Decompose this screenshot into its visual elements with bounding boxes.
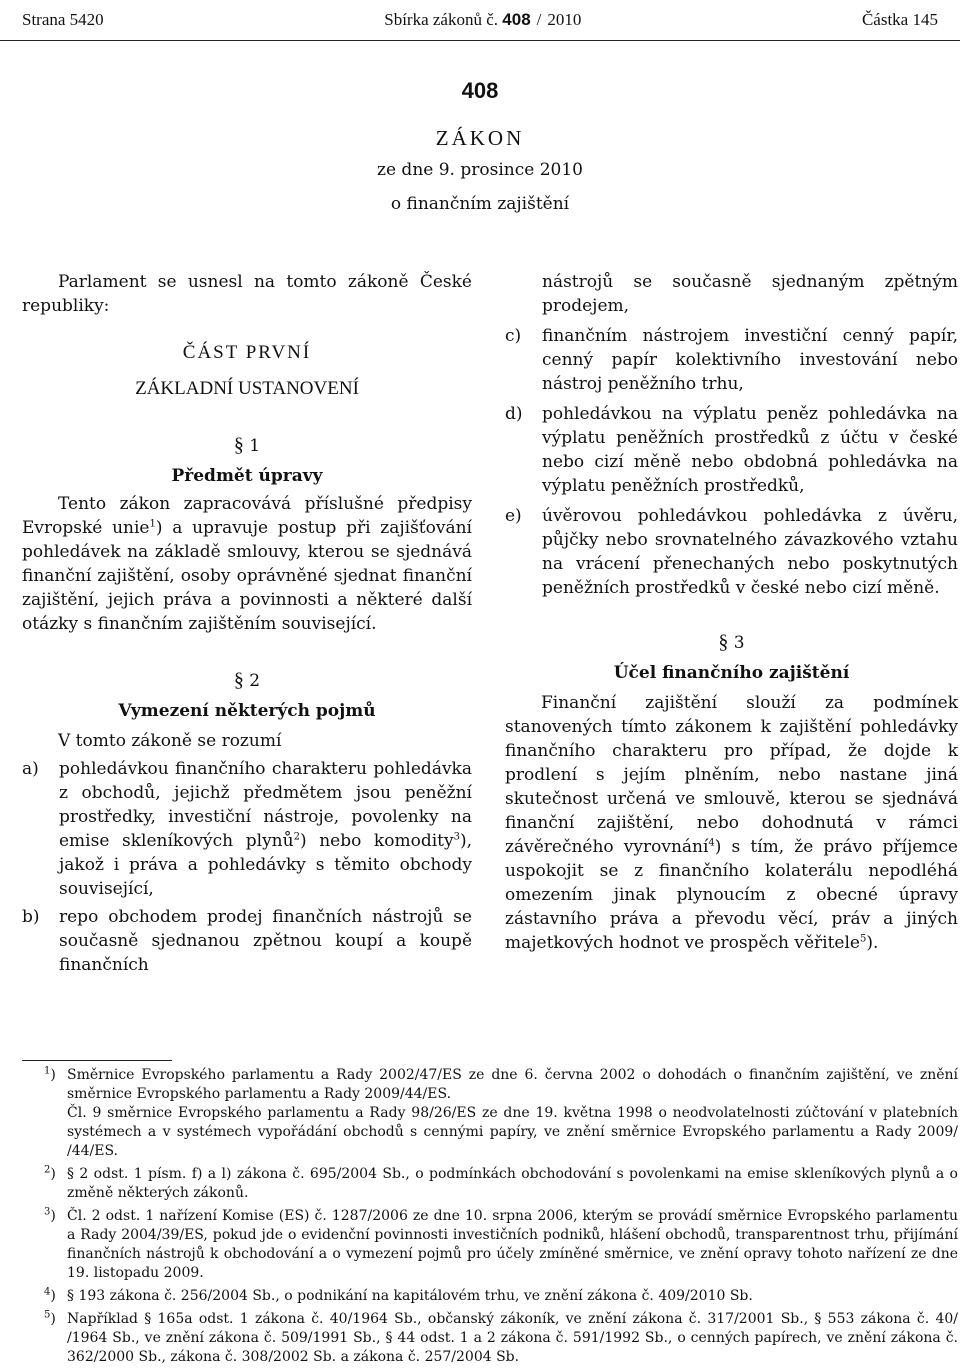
- footnote-ref-4: 4: [708, 837, 715, 849]
- collection-reference: Sbírka zákonů č. 408 / 2010: [384, 10, 582, 29]
- definition-d: d) pohledávkou na výplatu peněz pohledávka na výplatu peněžních prostředků z účtu v české nebo cizí měně nebo obdobná pohledávka na výplatu peněžních prostředků,: [505, 404, 958, 496]
- issue-part: Částka 145: [861, 10, 938, 29]
- footnote-2: $^2$) § 2 odst. 1 písm. f) a l) zákona č. 695/2004 Sb., o podmínkách obchodování s povolenkami na emise skleníkových plynů a o změně některých zákonů.: [44, 1164, 958, 1201]
- header-year: 2010: [547, 10, 582, 29]
- footnote-5: $^5$) Například § 165a odst. 1 zákona č. 40/1964 Sb., občanský zákoník, ve znění zákona č. 317/2001 Sb., § 553 zákona č. 40/ /1964 Sb., ve znění zákona č. 509/1991 Sb., § 44 odst. 1 a 2 zákona č. 591/1992 Sb., o cenných papírech, ve znění zákona č. 362/2000 Sb., zákona č. 308/2002 Sb. a zákona č. 257/2004 Sb.: [44, 1309, 958, 1365]
- right-column: [505, 270, 958, 955]
- footnote-1: $^1$) Směrnice Evropského parlamentu a Rady 2002/47/ES ze dne 6. června 2002 o dohodách o finančním zajištění, ve znění směrnice Evropského parlamentu a Rady 2009/44/ES. Čl. 9 směrnice Evropského parlamentu a Rady 98/26/ES ze dne 19. května 1998 o neodvolatelnosti zúčtování v platebních systémech a v systémech vypořádání obchodů s cennými papíry, ve znění směrnice Evropského parlamentu a Rady 2009/ /44/ES.: [44, 1065, 958, 1159]
- enactment-clause: Parlament se usnesl na tomto zákoně České republiky:: [22, 272, 472, 316]
- definition-b-continued: nástrojů se současně sjednaným zpětným prodejem,: [542, 272, 958, 316]
- section-2-lead: V tomto zákoně se rozumí: [58, 731, 282, 751]
- footnote-ref-3: 3: [453, 831, 460, 843]
- part-title: ČÁST PRVNÍ: [182, 342, 312, 363]
- left-column: [22, 270, 472, 977]
- definition-b: b) repo obchodem prodej finančních nástrojů se současně sjednanou zpětnou koupí a koupě finančních: [22, 907, 472, 975]
- section-1-number: § 1: [233, 434, 261, 456]
- page-number: Strana 5420: [22, 10, 104, 29]
- section-1-text: Tento zákon zapracovává příslušné předpisy Evropské unie$^1$) a upravuje postup při zajišťování pohledávek na základě smlouvy, kterou se sjednává finanční zajištění, osoby oprávněné sjednat finanční zajištění, jejich práva a povinnosti a některé další otázky s finančním zajištěním související.: [22, 494, 472, 634]
- running-header: [0, 0, 960, 40]
- footnote-3: $^3$) Čl. 2 odst. 1 nařízení Komise (ES) č. 1287/2006 ze dne 10. srpna 2006, kterým se provádí směrnice Evropského parlamentu a Rady 2004/39/ES, pokud jde o evidenční povinnosti investičních podniků, hlášení obchodů, transparentnost trhu, přijímání finančních nástrojů k obchodování a o vymezení pojmů pro účely zmíněné směrnice, ve znění opravy tohoto nařízení ze dne 19. listopadu 2009.: [44, 1206, 958, 1281]
- definition-a: a) pohledávkou finančního charakteru pohledávka z obchodů, jejichž předmětem jsou peněžní prostředky, investiční nástroje, povolenky na emise skleníkových plynů$^2$) nebo komodity$^3$), jakož i práva a pohledávky s těmito obchody související,: [22, 759, 473, 899]
- law-kind: ZÁKON: [435, 126, 525, 150]
- footnote-ref-2: 2: [293, 831, 300, 843]
- section-3-number: § 3: [718, 631, 745, 653]
- definition-c: c) finančním nástrojem investiční cenný papír, cenný papír kolektivního investování nebo nástroj peněžního trhu,: [505, 326, 958, 394]
- section-3-text: Finanční zajištění slouží za podmínek stanovených tímto zákonem k zajištění pohledávky finančního charakteru pro případ, že dojde k prodlení s jejím plněním, nebo nastane jiná skutečnost určená ve smlouvě, kterou se sjednává finanční zajištění, nebo dohodnutá v rámci závěrečného vyrovnání$^4$) s tím, že právo příjemce uspokojit se z finančního kolaterálu nepodléhá omezením jinak plynoucím z obecné úpravy zástavního práva a převodu věcí, práv a jiných majetkových hodnot ve prospěch věřitele$^5$).: [505, 693, 958, 953]
- footnote-ref-1: 1: [149, 518, 156, 530]
- section-2-number: § 2: [233, 669, 261, 691]
- part-subtitle: ZÁKLADNÍ USTANOVENÍ: [135, 378, 359, 399]
- law-number: 408: [461, 78, 499, 103]
- footnote-ref-5: 5: [860, 933, 867, 945]
- law-date: ze dne 9. prosince 2010: [377, 160, 583, 180]
- header-rule: [0, 40, 960, 41]
- header-law-number: 408: [502, 10, 531, 29]
- footnote-4: $^4$) § 193 zákona č. 256/2004 Sb., o podnikání na kapitálovém trhu, ve znění zákona č. 409/2010 Sb.: [44, 1286, 753, 1304]
- section-3-title: Účel finančního zajištění: [613, 663, 850, 683]
- section-1-title: Předmět úpravy: [171, 466, 323, 486]
- law-title: o finančním zajištění: [390, 194, 570, 214]
- definition-e: e) úvěrovou pohledávkou pohledávka z úvěru, půjčky nebo srovnatelného závazkového vztahu na vrácení přenechaných nebo poskytnutých peněžních prostředků v české nebo cizí měně.: [505, 506, 958, 598]
- section-2-title: Vymezení některých pojmů: [118, 701, 376, 721]
- footnotes: [22, 1066, 958, 1371]
- footnote-rule: [22, 1060, 172, 1061]
